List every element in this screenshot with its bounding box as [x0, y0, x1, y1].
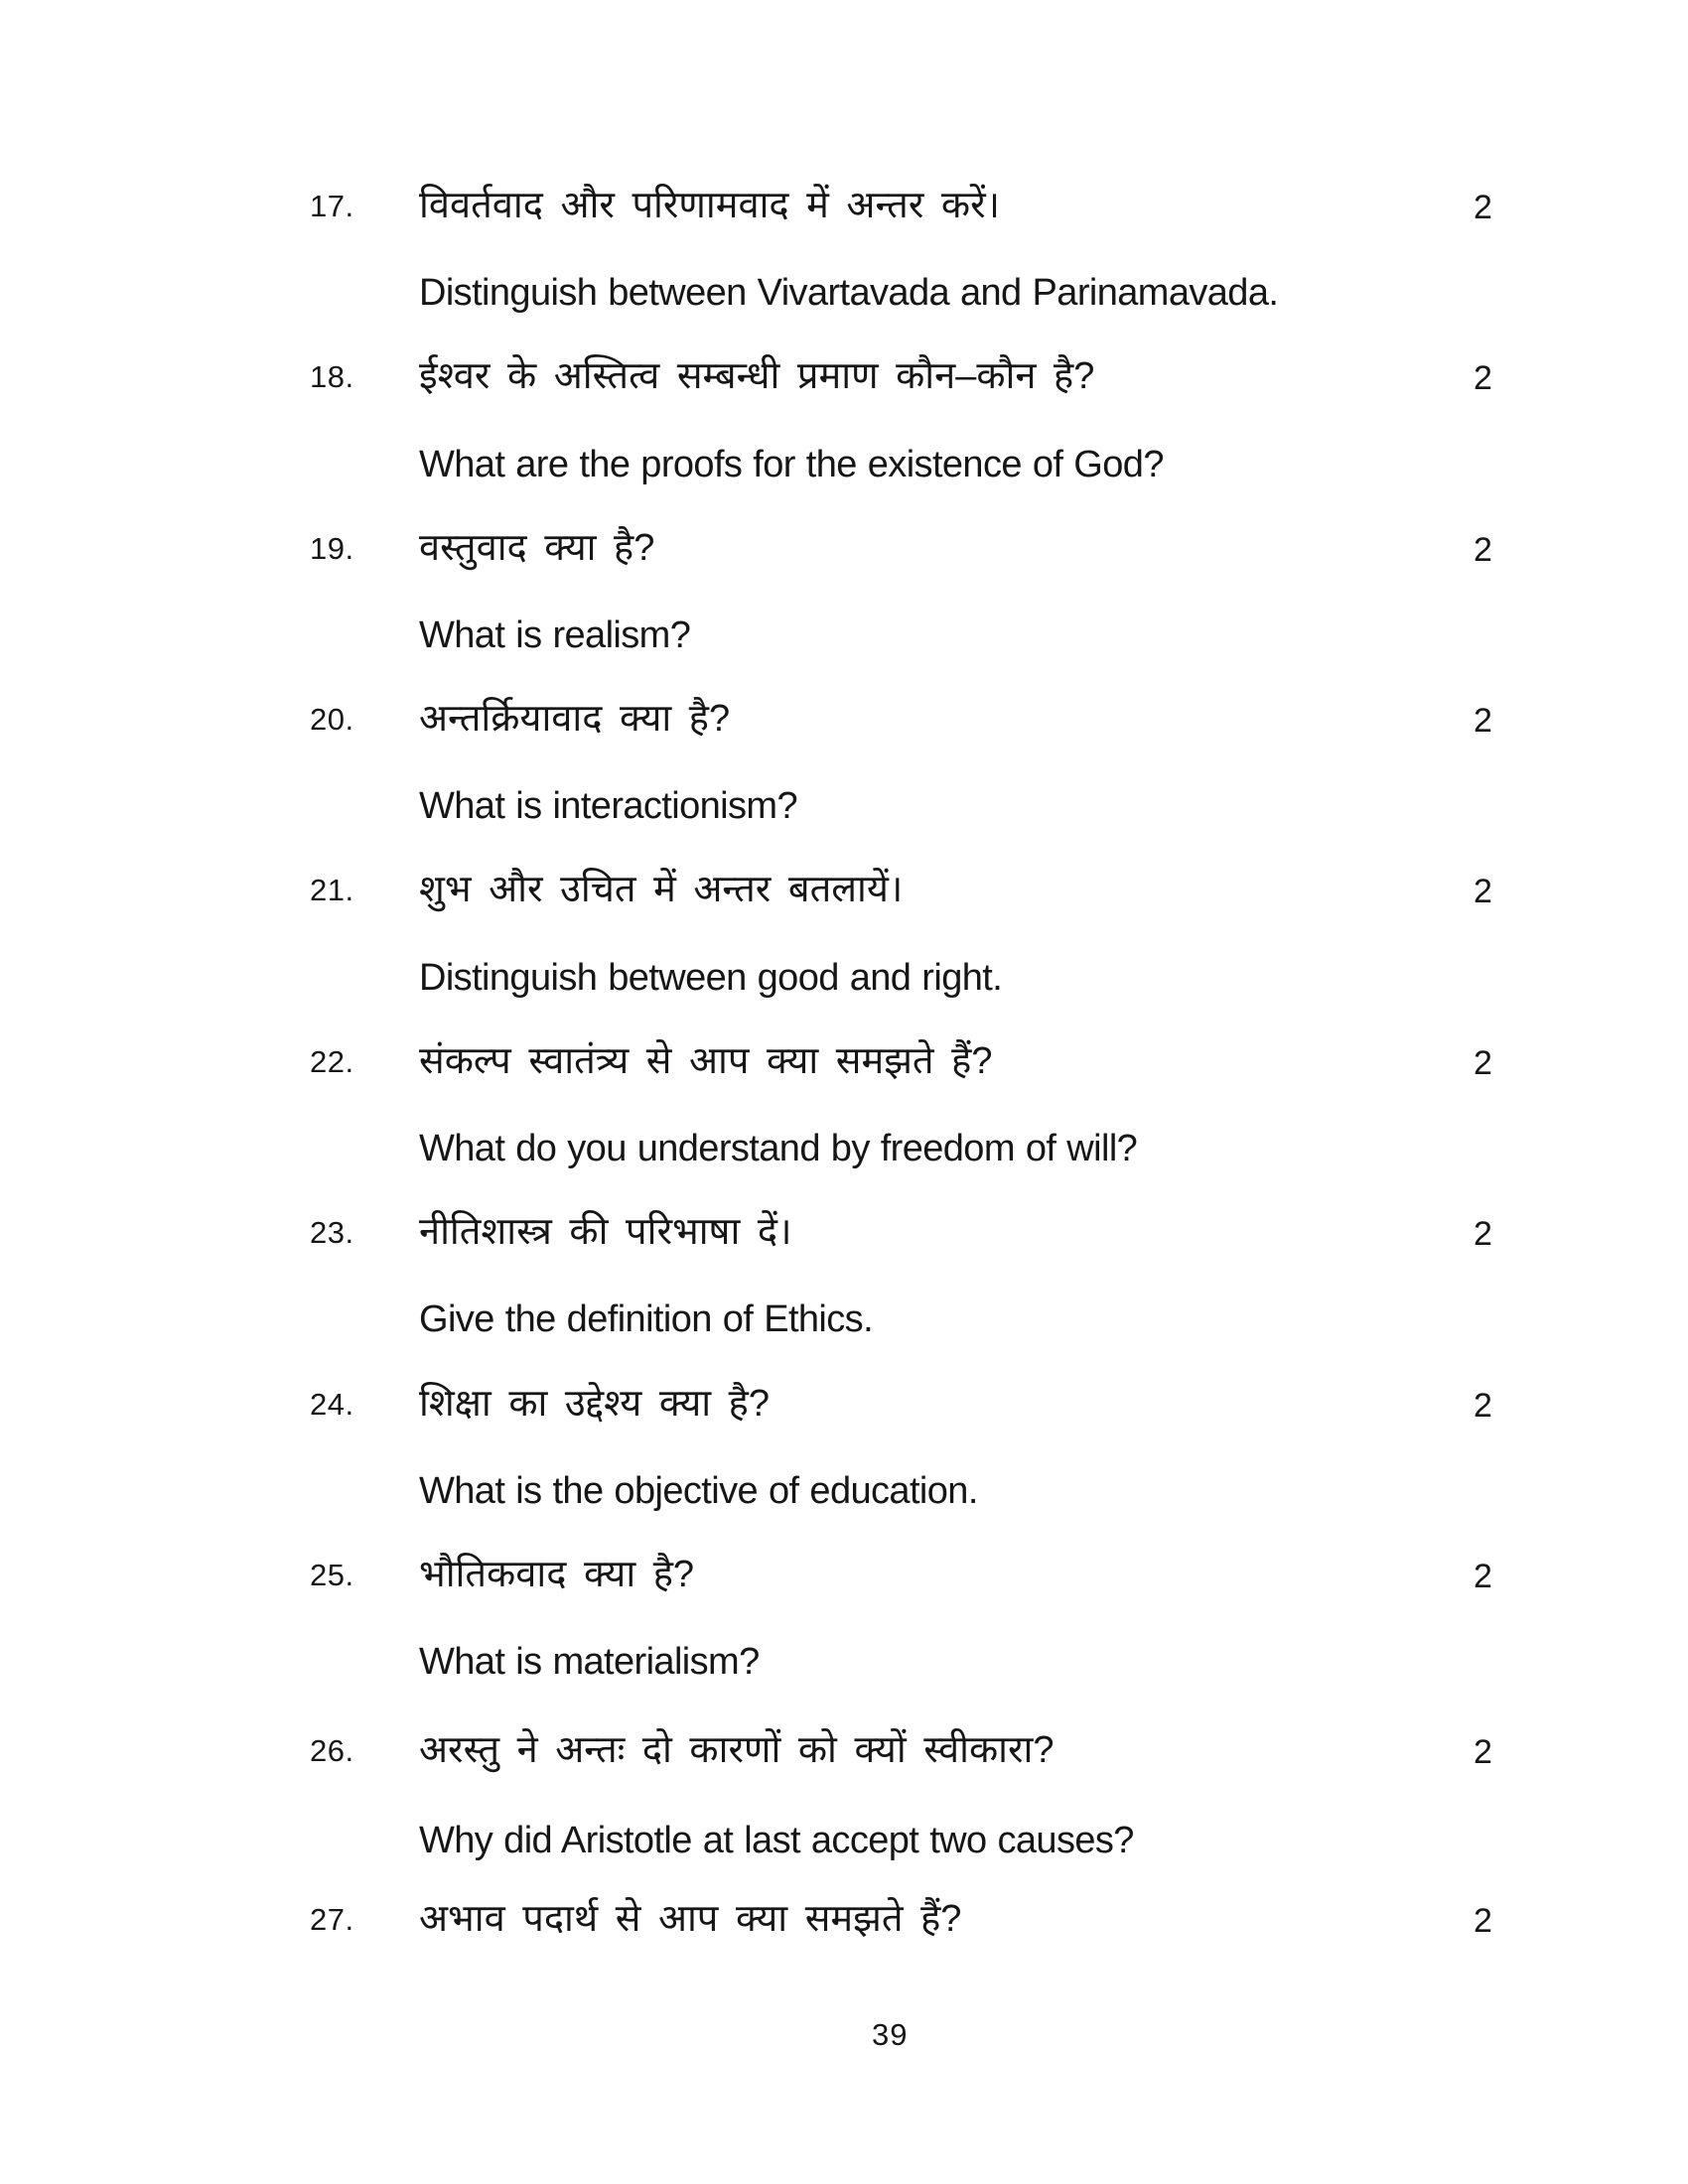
question-row — [0, 862, 1688, 915]
question-text-hindi: नीतिशास्त्र की परिभाषा दें। — [419, 1211, 792, 1253]
question-text-english: Distinguish between good and right. — [419, 957, 1003, 999]
question-marks: 2 — [1474, 702, 1492, 740]
question-row-translation — [0, 263, 1688, 317]
question-text-english: What are the proofs for the existence of God? — [419, 444, 1164, 485]
question-number: 25. — [310, 1558, 354, 1592]
question-row — [0, 520, 1688, 574]
question-number: 17. — [310, 189, 354, 223]
question-row-translation — [0, 948, 1688, 1002]
question-number: 27. — [310, 1902, 354, 1937]
question-text-hindi: वस्तुवाद क्या है? — [419, 527, 655, 569]
question-marks: 2 — [1474, 1044, 1492, 1082]
question-text-english: Distinguish between Vivartavada and Parinamavada. — [419, 272, 1279, 314]
question-number: 18. — [310, 359, 354, 394]
question-row — [0, 1722, 1688, 1776]
question-marks: 2 — [1474, 1733, 1492, 1771]
question-text-hindi: शिक्षा का उद्देश्य क्या है? — [419, 1383, 770, 1425]
page-number: 39 — [872, 2017, 909, 2052]
question-text-hindi: विवर्तवाद और परिणामवाद में अन्तर करें। — [419, 185, 1001, 226]
question-text-english: What is interactionism? — [419, 785, 798, 827]
question-row-translation — [0, 1290, 1688, 1343]
question-text-hindi: संकल्प स्वातंत्र्य से आप क्या समझते हैं? — [419, 1040, 993, 1082]
question-marks: 2 — [1474, 531, 1492, 569]
question-marks: 2 — [1474, 873, 1492, 910]
question-row-translation — [0, 1461, 1688, 1515]
question-number: 23. — [310, 1215, 354, 1250]
question-marks: 2 — [1474, 1558, 1492, 1595]
question-text-english: Why did Aristotle at last accept two causes? — [419, 1820, 1134, 1861]
question-text-english: What is materialism? — [419, 1641, 760, 1683]
question-text-english: What is realism? — [419, 614, 691, 656]
question-text-hindi: शुभ और उचित में अन्तर बतलायें। — [419, 869, 904, 910]
question-marks: 2 — [1474, 1215, 1492, 1253]
question-text-hindi: अभाव पदार्थ से आप क्या समझते हैं? — [419, 1898, 962, 1940]
question-number: 22. — [310, 1044, 354, 1079]
question-row — [0, 1376, 1688, 1430]
question-row — [0, 691, 1688, 745]
question-row — [0, 348, 1688, 402]
question-text-english: What is the objective of education. — [419, 1470, 978, 1512]
question-row-translation — [0, 1119, 1688, 1172]
question-row-translation — [0, 435, 1688, 488]
question-number: 21. — [310, 873, 354, 907]
question-number: 19. — [310, 531, 354, 566]
question-row-translation — [0, 776, 1688, 830]
question-marks: 2 — [1474, 1902, 1492, 1940]
question-marks: 2 — [1474, 1387, 1492, 1425]
question-row — [0, 1204, 1688, 1258]
question-text-english: Give the definition of Ethics. — [419, 1298, 874, 1340]
question-number: 26. — [310, 1733, 354, 1768]
question-marks: 2 — [1474, 189, 1492, 226]
question-row — [0, 1547, 1688, 1600]
question-row — [0, 1891, 1688, 1945]
question-row-translation — [0, 1811, 1688, 1864]
question-row-translation — [0, 606, 1688, 659]
question-row — [0, 178, 1688, 231]
question-number: 24. — [310, 1387, 354, 1422]
question-text-english: What do you understand by freedom of will? — [419, 1128, 1138, 1169]
question-row — [0, 1033, 1688, 1087]
question-row-translation — [0, 1632, 1688, 1686]
question-text-hindi: अन्तर्क्रियावाद क्या है? — [419, 698, 731, 740]
question-text-hindi: ईश्वर के अस्तित्व सम्बन्धी प्रमाण कौन–कौन है? — [419, 355, 1095, 397]
question-text-hindi: भौतिकवाद क्या है? — [419, 1554, 695, 1595]
question-number: 20. — [310, 702, 354, 737]
question-marks: 2 — [1474, 359, 1492, 397]
question-text-hindi: अरस्तु ने अन्तः दो कारणों को क्यों स्वीकारा? — [419, 1729, 1055, 1771]
